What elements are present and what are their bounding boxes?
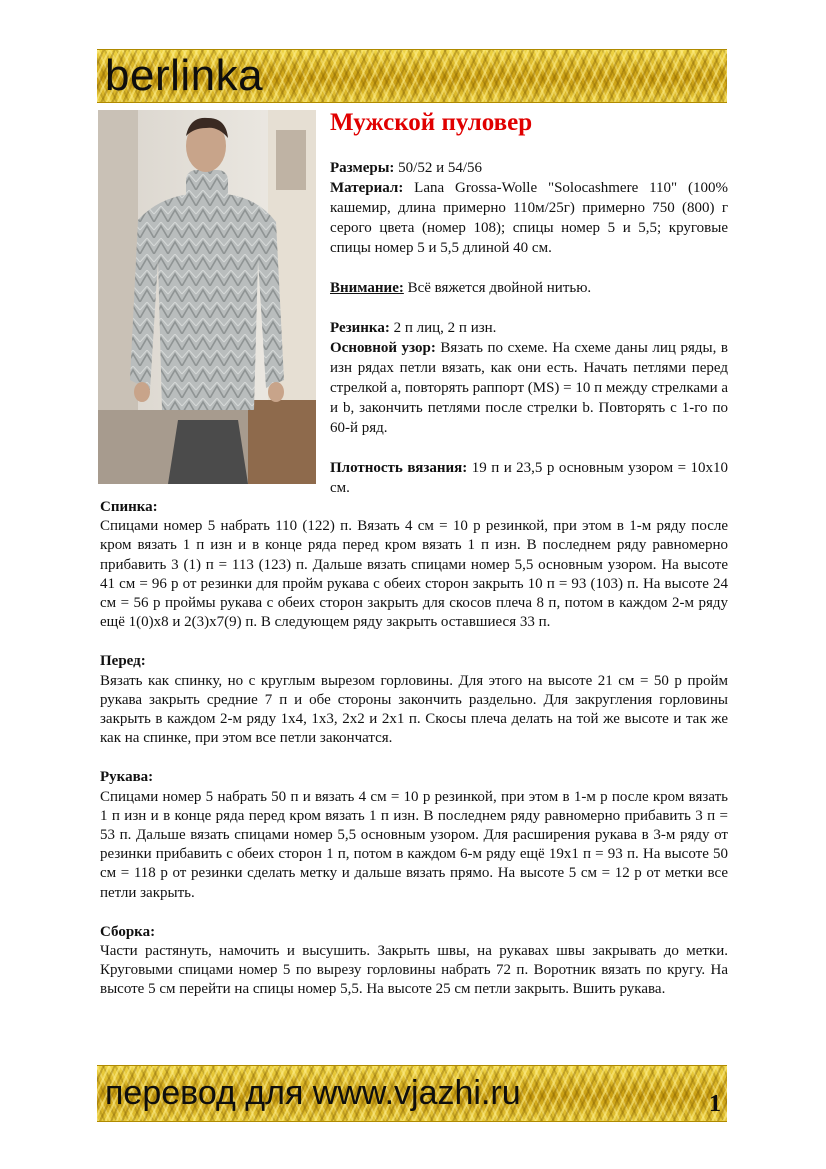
material-value: Lana Grossa-Wolle "Solocashmere 110" (100% кашемир, длина примерно 110м/25г) примерно 750 (800) г серого цвета (номер 108); спицы номер 5 и 5,5; круговые спицы номер 5 и 5,5 длиной 40 см. bbox=[330, 180, 728, 256]
section-back bbox=[100, 498, 728, 632]
pattern-line bbox=[330, 338, 728, 438]
section-front bbox=[100, 652, 728, 748]
footer-banner bbox=[97, 1065, 727, 1122]
sizes-value: 50/52 и 54/56 bbox=[394, 160, 483, 176]
section-assembly bbox=[100, 923, 728, 1000]
section-heading: Перед: bbox=[100, 653, 146, 670]
pattern-value: Вязать по схеме. На схеме даны лиц ряды, в изн рядах петли вязать, как они есть. Начать петлями перед стрелкой а, повторять раппорт (MS) = 10 п между стрелками а и b, закончить петлями после стрелки b. Повторять с 1-го по 60-й ряд. bbox=[330, 340, 728, 436]
gauge-label: Плотность вязания: bbox=[330, 460, 468, 476]
pattern-label: Основной узор: bbox=[330, 340, 436, 356]
section-heading: Рукава: bbox=[100, 769, 154, 786]
page-number: 1 bbox=[709, 1091, 721, 1117]
footer-credit: перевод для www.vjazhi.ru bbox=[105, 1074, 521, 1112]
section-text: Вязать как спинку, но с круглым вырезом горловины. Для этого на высоте 21 см = 50 р пройм рукава закрыть средние 7 п и обе стороны закончить раздельно. Для закругления горловины закрыть в каждом 2-м ряду 1х4, 1х3, 2х2 и 2х1 п. Скосы плеча делать на той же высоте и так же как на спинке, при этом все петли закончатся. bbox=[100, 672, 728, 747]
section-heading: Сборка: bbox=[100, 923, 156, 940]
section-text: Части растянуть, намочить и высушить. Закрыть швы, на рукавах швы закрывать до метки. Круговыми спицами номер 5 по вырезу горловины набрать 72 п. Воротник вязать по кругу. На высоте 5 см перейти на спицы номер 5,5. На высоте 25 см петли закрыть. Вшить рукава. bbox=[100, 943, 728, 998]
material-line bbox=[330, 178, 728, 258]
instructions-body bbox=[100, 498, 728, 1000]
sizes-label: Размеры: bbox=[330, 160, 395, 176]
section-heading: Спинка: bbox=[100, 499, 158, 515]
model-photo bbox=[98, 110, 316, 484]
rib-label: Резинка: bbox=[330, 320, 390, 336]
intro-block bbox=[330, 108, 728, 498]
gauge-value: 19 п и 23,5 р основным узором = 10х10 см. bbox=[330, 460, 729, 496]
gauge-line bbox=[330, 458, 728, 498]
rib-value: 2 п лиц, 2 п изн. bbox=[389, 320, 497, 336]
material-label: Материал: bbox=[330, 180, 404, 196]
article-title: Мужской пуловер bbox=[330, 109, 533, 136]
rib-line bbox=[330, 318, 728, 338]
section-text: Спицами номер 5 набрать 110 (122) п. Вязать 4 см = 10 р резинкой, при этом в 1-м ряду после кром вязать 1 п изн и в конце ряда перед кром вязать 1 п изн. В последнем ряду равномерно прибавить 3 (1) п = 113 (123) п. Дальше вязать спицами номер 5,5 основным узором. На высоте 41 см = 96 р от резинки для пройм рукава с обеих сторон закрыть 10 п = 93 (103) п. На высоте 24 см = 56 р проймы рукава с обеих сторон закрыть для скосов плеча 8 п, потом в каждом 2-м ряду ещё 1(0)х8 и 2(3)х7(9) п. В следующем ряду закрыть оставшиеся 33 п. bbox=[100, 518, 728, 631]
attention-label: Внимание: bbox=[330, 280, 404, 296]
header-banner bbox=[97, 49, 727, 103]
attention-line bbox=[330, 278, 728, 298]
section-text: Спицами номер 5 набрать 50 п и вязать 4 см = 10 р резинкой, при этом в 1-м р после кром вязать 1 п изн и в конце ряда перед кром вязать 1 п изн. В последнем ряду равномерно прибавить 3 п = 53 п. Дальше вязать спицами номер 5,5 основным узором. Для расширения рукава в 3-м ряду от резинки прибавить с обеих сторон 1 п, потом в каждом 6-м ряду ещё 19х1 п = 93 п. На высоте 50 см = 118 р от резинки сделать метку и дальше вязать прямо. На высоте 5 см = 12 р от метки все петли закрыть. bbox=[100, 788, 728, 901]
brand-logo: berlinka bbox=[105, 51, 264, 100]
sizes-line bbox=[330, 158, 728, 178]
section-sleeves bbox=[100, 768, 728, 902]
attention-value: Всё вяжется двойной нитью. bbox=[403, 280, 592, 296]
